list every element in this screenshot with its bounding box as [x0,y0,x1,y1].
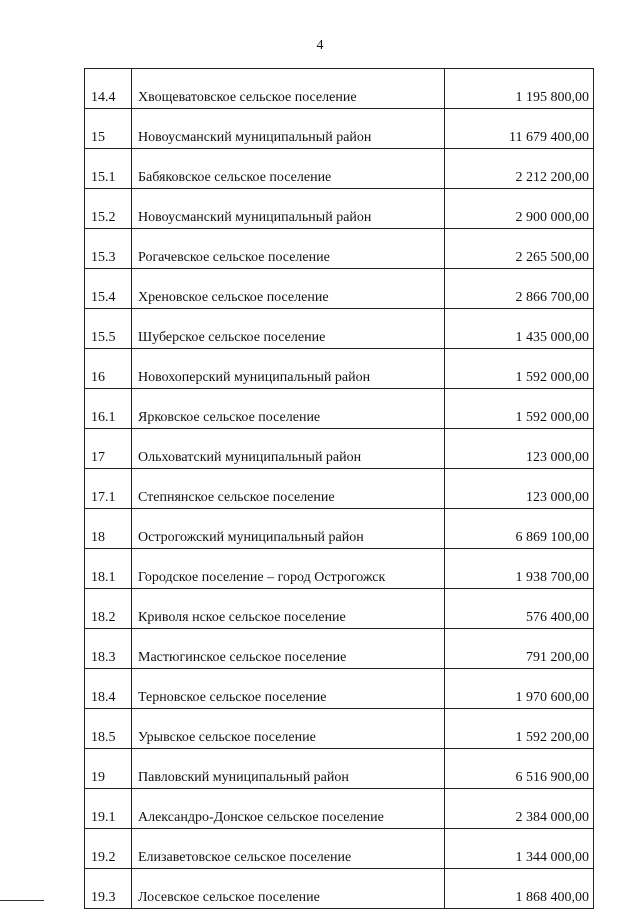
row-number: 18 [85,509,132,549]
row-name: Павловский муниципальный район [132,749,445,789]
row-amount: 576 400,00 [445,589,594,629]
row-number: 14.4 [85,69,132,109]
table-row [85,269,594,309]
row-name: Мастюгинское сельское поселение [132,629,445,669]
row-number: 19.3 [85,869,132,909]
row-amount: 123 000,00 [445,429,594,469]
row-number: 19.1 [85,789,132,829]
table-row [85,469,594,509]
row-number: 17.1 [85,469,132,509]
table-row [85,229,594,269]
row-number: 15 [85,109,132,149]
row-number: 16 [85,349,132,389]
table-row [85,709,594,749]
table-row [85,869,594,909]
row-amount: 2 900 000,00 [445,189,594,229]
row-number: 18.2 [85,589,132,629]
table-row [85,429,594,469]
row-amount: 6 516 900,00 [445,749,594,789]
row-name: Александро-Донское сельское поселение [132,789,445,829]
row-amount: 1 868 400,00 [445,869,594,909]
table-row [85,189,594,229]
table-row [85,589,594,629]
row-amount: 1 344 000,00 [445,829,594,869]
row-amount: 1 592 200,00 [445,709,594,749]
row-number: 15.2 [85,189,132,229]
row-number: 18.3 [85,629,132,669]
row-number: 15.5 [85,309,132,349]
row-name: Ярковское сельское поселение [132,389,445,429]
row-amount: 2 384 000,00 [445,789,594,829]
row-number: 19 [85,749,132,789]
table-body [85,69,594,909]
row-number: 16.1 [85,389,132,429]
row-number: 17 [85,429,132,469]
table-row [85,109,594,149]
table-row [85,789,594,829]
page-number: 4 [316,38,324,53]
table-row [85,629,594,669]
row-name: Шуберское сельское поселение [132,309,445,349]
row-number: 18.1 [85,549,132,589]
row-amount: 2 265 500,00 [445,229,594,269]
row-name: Урывское сельское поселение [132,709,445,749]
row-number: 15.1 [85,149,132,189]
row-name: Ольховатский муниципальный район [132,429,445,469]
table-row [85,349,594,389]
row-amount: 1 592 000,00 [445,389,594,429]
row-name: Новоусманский муниципальный район [132,189,445,229]
table-row [85,149,594,189]
footnote-divider [0,900,44,901]
row-name: Рогачевское сельское поселение [132,229,445,269]
row-name: Хвощеватовское сельское поселение [132,69,445,109]
row-amount: 2 212 200,00 [445,149,594,189]
row-name: Терновское сельское поселение [132,669,445,709]
table-row [85,69,594,109]
row-number: 18.5 [85,709,132,749]
row-number: 18.4 [85,669,132,709]
row-number: 19.2 [85,829,132,869]
row-amount: 1 970 600,00 [445,669,594,709]
row-name: Бабяковское сельское поселение [132,149,445,189]
row-name: Новохоперский муниципальный район [132,349,445,389]
row-amount: 123 000,00 [445,469,594,509]
table-row [85,309,594,349]
row-amount: 6 869 100,00 [445,509,594,549]
table-row [85,509,594,549]
row-amount: 1 592 000,00 [445,349,594,389]
row-amount: 2 866 700,00 [445,269,594,309]
row-name: Лосевское сельское поселение [132,869,445,909]
row-amount: 11 679 400,00 [445,109,594,149]
row-name: Острогожский муниципальный район [132,509,445,549]
row-name: Елизаветовское сельское поселение [132,829,445,869]
allocation-table [84,68,594,909]
table-row [85,389,594,429]
row-name: Городское поселение – город Острогожск [132,549,445,589]
row-amount: 791 200,00 [445,629,594,669]
table-row [85,549,594,589]
table-row [85,669,594,709]
row-name: Степнянское сельское поселение [132,469,445,509]
row-amount: 1 938 700,00 [445,549,594,589]
row-amount: 1 195 800,00 [445,69,594,109]
row-number: 15.3 [85,229,132,269]
row-name: Криволя нское сельское поселение [132,589,445,629]
table-row [85,829,594,869]
row-name: Хреновское сельское поселение [132,269,445,309]
row-name: Новоусманский муниципальный район [132,109,445,149]
row-amount: 1 435 000,00 [445,309,594,349]
row-number: 15.4 [85,269,132,309]
table-row [85,749,594,789]
